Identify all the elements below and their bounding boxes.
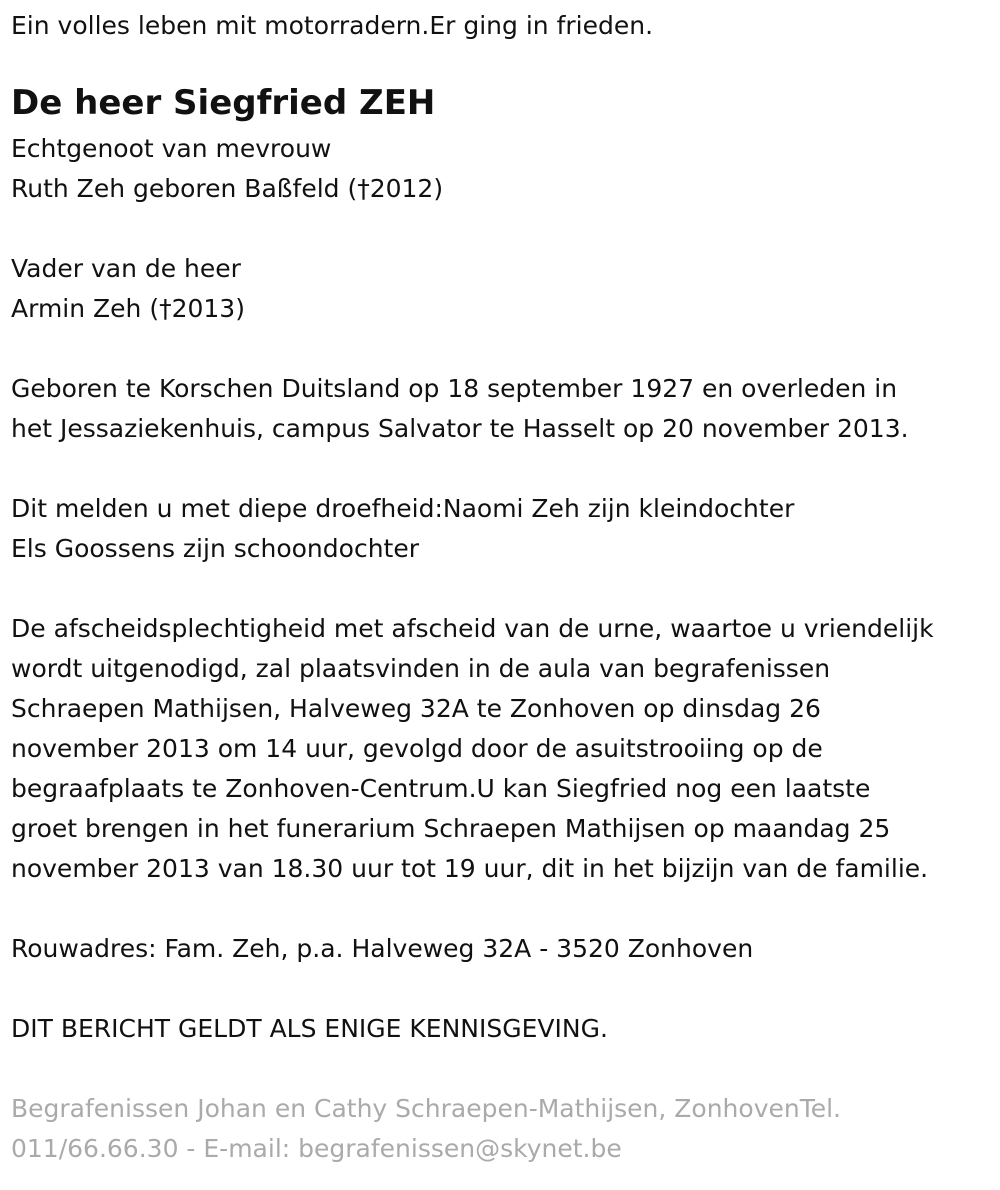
obituary-page bbox=[11, 0, 996, 1169]
deceased-name-title: De heer Siegfried ZEH bbox=[11, 83, 436, 123]
footer-line: 011/66.66.30 - E-mail: begrafenissen@skynet.be bbox=[11, 1134, 622, 1163]
son-name: Armin Zeh (†2013) bbox=[11, 294, 245, 323]
birth-death-line: het Jessaziekenhuis, campus Salvator te Hasselt op 20 november 2013. bbox=[11, 414, 909, 443]
ceremony-line: De afscheidsplechtigheid met afscheid van de urne, waartoe u vriendelijk bbox=[11, 614, 934, 643]
footer-line: Begrafenissen Johan en Cathy Schraepen-Mathijsen, ZonhovenTel. bbox=[11, 1094, 842, 1123]
ceremony-line: november 2013 om 14 uur, gevolgd door de asuitstrooiing op de bbox=[11, 734, 823, 763]
mourning-address: Rouwadres: Fam. Zeh, p.a. Halveweg 32A - 3520 Zonhoven bbox=[11, 934, 754, 963]
spouse-section bbox=[11, 129, 996, 209]
intro-text: Ein volles leben mit motorradern.Er ging in frieden. bbox=[11, 11, 654, 40]
announcement-line: Els Goossens zijn schoondochter bbox=[11, 534, 419, 563]
sole-notice: DIT BERICHT GELDT ALS ENIGE KENNISGEVING. bbox=[11, 1014, 608, 1043]
ceremony-section bbox=[11, 609, 996, 889]
funeral-home-footer bbox=[11, 1089, 996, 1169]
ceremony-line: Schraepen Mathijsen, Halveweg 32A te Zonhoven op dinsdag 26 bbox=[11, 694, 821, 723]
spouse-name: Ruth Zeh geboren Baßfeld (†2012) bbox=[11, 174, 444, 203]
spouse-label: Echtgenoot van mevrouw bbox=[11, 134, 332, 163]
ceremony-line: begraafplaats te Zonhoven-Centrum.U kan Siegfried nog een laatste bbox=[11, 774, 871, 803]
birth-death-line: Geboren te Korschen Duitsland op 18 september 1927 en overleden in bbox=[11, 374, 898, 403]
father-label: Vader van de heer bbox=[11, 254, 241, 283]
father-section bbox=[11, 249, 996, 329]
birth-death-section bbox=[11, 369, 996, 449]
announcement-line: Dit melden u met diepe droefheid:Naomi Zeh zijn kleindochter bbox=[11, 494, 795, 523]
ceremony-line: november 2013 van 18.30 uur tot 19 uur, dit in het bijzijn van de familie. bbox=[11, 854, 929, 883]
ceremony-line: wordt uitgenodigd, zal plaatsvinden in de aula van begrafenissen bbox=[11, 654, 831, 683]
announcement-section bbox=[11, 489, 996, 569]
ceremony-line: groet brengen in het funerarium Schraepen Mathijsen op maandag 25 bbox=[11, 814, 891, 843]
